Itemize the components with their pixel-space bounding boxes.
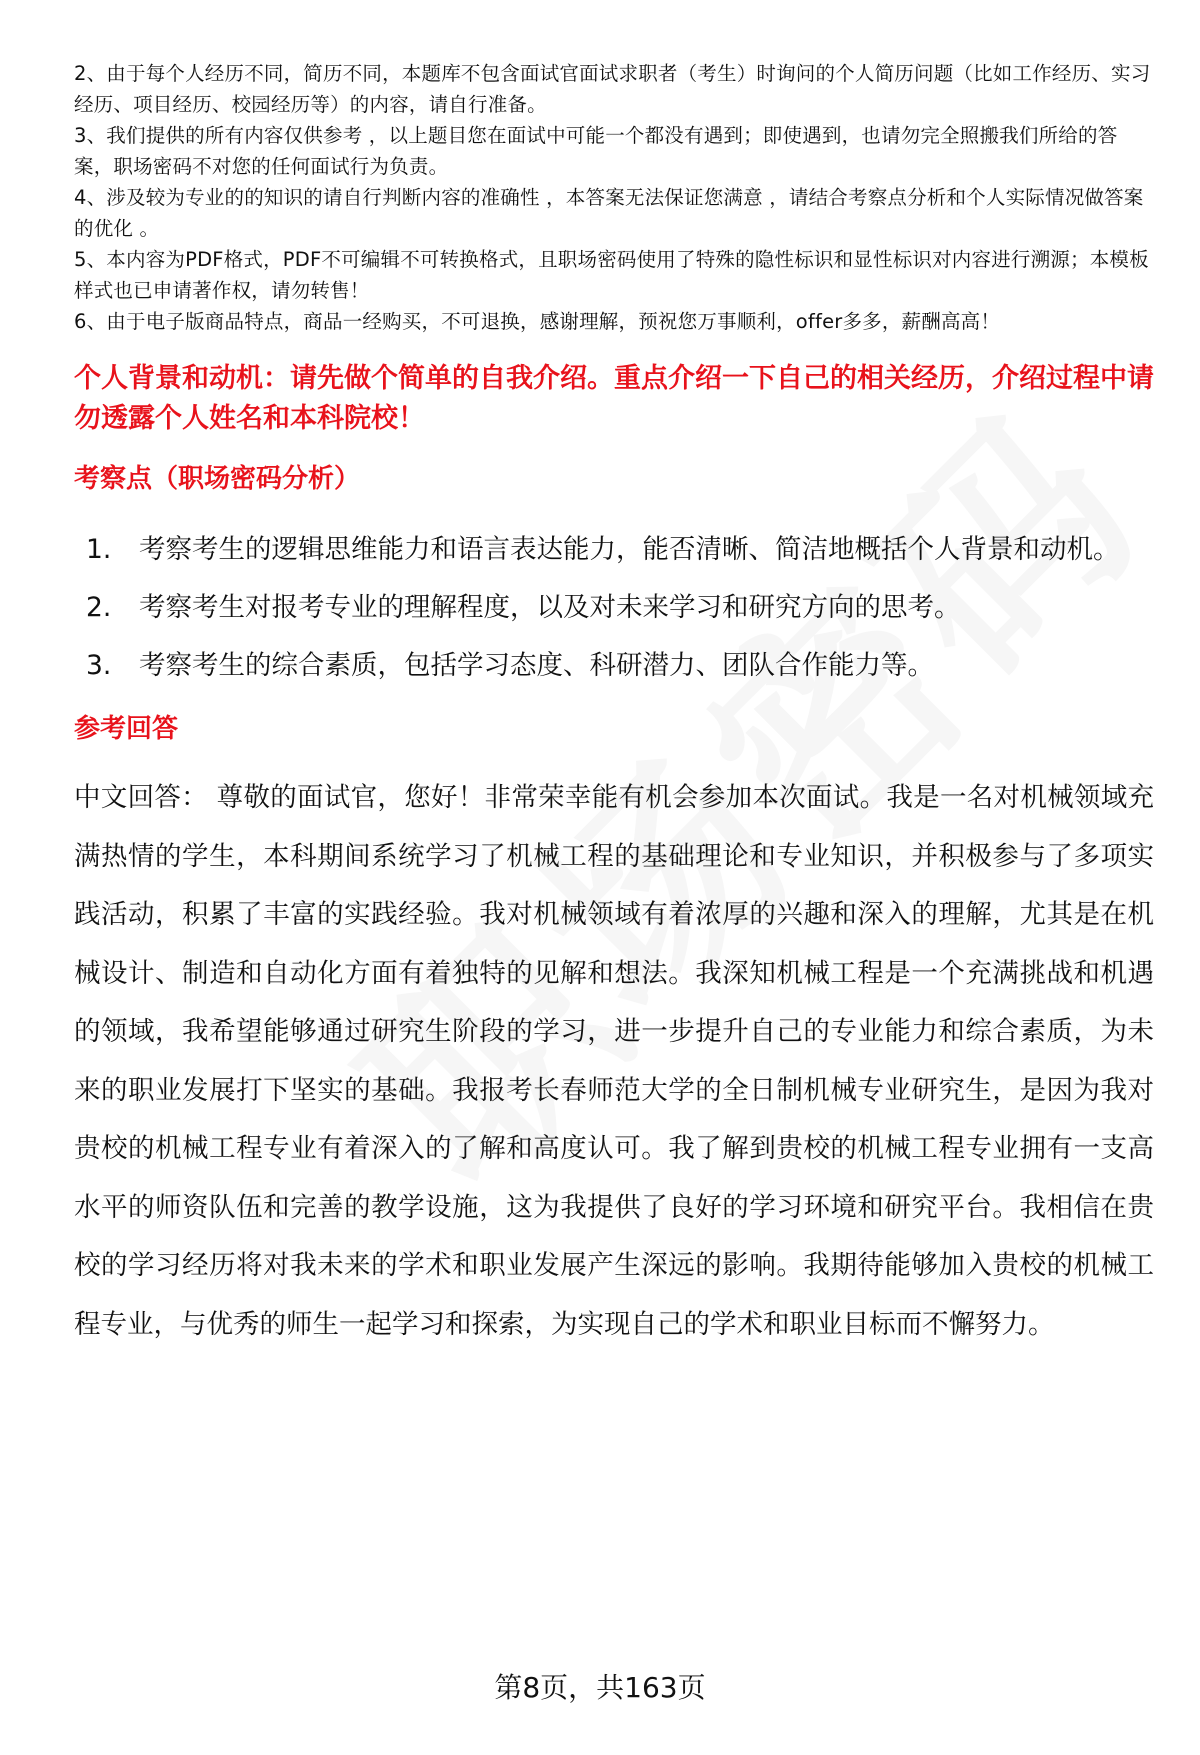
analysis-point (74, 521, 1154, 579)
answer-heading: 参考回答 (74, 714, 179, 744)
analysis-point (74, 579, 1154, 637)
notes-list (74, 58, 1154, 337)
page-number: 第8页，共163页 (494, 1671, 706, 1704)
note-item: 5、本内容为PDF格式，PDF不可编辑不可转换格式，且职场密码使用了特殊的隐性标识和显性标识对内容进行溯源；本模板样式也已申请著作权，请勿转售！ (74, 248, 1149, 302)
point-number: 2. (86, 592, 112, 623)
answer-paragraph: 中文回答： 尊敬的面试官，您好！非常荣幸能有机会参加本次面试。我是一名对机械领域充满热情的学生，本科期间系统学习了机械工程的基础理论和专业知识，并积极参与了多项实践活动，积累了丰富的实践经验。我对机械领域有着浓厚的兴趣和深入的理解，尤其是在机械设计、制造和自动化方面有着独特的见解和想法。我深知机械工程是一个充满挑战和机遇的领域，我希望能够通过研究生阶段的学习，进一步提升自己的专业能力和综合素质，为未来的职业发展打下坚实的基础。我报考长春师范大学的全日制机械专业研究生，是因为我对贵校的机械工程专业有着深入的了解和高度认可。我了解到贵校的机械工程专业拥有一支高水平的师资队伍和完善的教学设施，这为我提供了良好的学习环境和研究平台。我相信在贵校的学习经历将对我未来的学术和职业发展产生深远的影响。我期待能够加入贵校的机械工程专业，与优秀的师生一起学习和探索，为实现自己的学术和职业目标而不懈努力。 (74, 782, 1154, 1340)
point-number: 1. (86, 534, 112, 565)
point-text: 考察考生的综合素质，包括学习态度、科研潜力、团队合作能力等。 (139, 650, 934, 681)
note-item: 2、由于每个人经历不同，简历不同，本题库不包含面试官面试求职者（考生）时询问的个人简历问题（比如工作经历、实习经历、项目经历、校园经历等）的内容，请自行准备。 (74, 62, 1151, 116)
note-item: 6、由于电子版商品特点，商品一经购买，不可退换，感谢理解，预祝您万事顺利，offer多多，薪酬高高！ (74, 310, 1001, 333)
analysis-points (74, 521, 1154, 695)
point-text: 考察考生对报考专业的理解程度，以及对未来学习和研究方向的思考。 (139, 592, 961, 623)
note-item: 4、涉及较为专业的的知识的请自行判断内容的准确性 ，本答案无法保证您满意 ，请结合考察点分析和个人实际情况做答案的优化 。 (74, 186, 1144, 240)
document-page (74, 58, 1154, 1354)
analysis-heading: 考察点（职场密码分析） (74, 464, 361, 494)
question-title: 个人背景和动机：请先做个简单的自我介绍。重点介绍一下自己的相关经历，介绍过程中请勿透露个人姓名和本科院校！ (74, 363, 1154, 434)
analysis-point (74, 637, 1154, 695)
point-text: 考察考生的逻辑思维能力和语言表达能力，能否清晰、简洁地概括个人背景和动机。 (139, 534, 1120, 565)
point-number: 3. (86, 650, 112, 681)
note-item: 3、我们提供的所有内容仅供参考 ，以上题目您在面试中可能一个都没有遇到；即使遇到，也请勿完全照搬我们所给的答案，职场密码不对您的任何面试行为负责。 (74, 124, 1118, 178)
